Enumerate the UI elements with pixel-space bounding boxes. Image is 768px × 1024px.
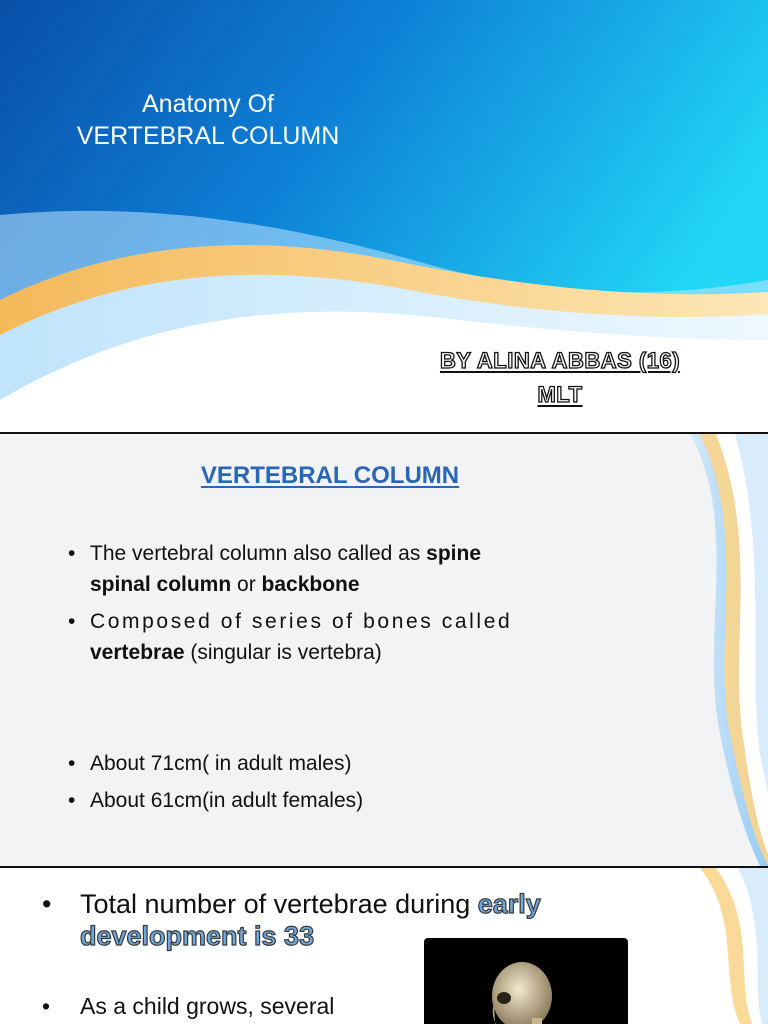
skull-spine-image: [424, 938, 628, 1024]
bullet-female-length: • About 61cm(in adult females): [68, 785, 608, 816]
bullet-dot-icon: •: [68, 789, 76, 812]
title-line-2: VERTEBRAL COLUMN: [76, 122, 340, 150]
slide-heading: VERTEBRAL COLUMN: [200, 462, 460, 489]
bullet-dot-icon: •: [68, 542, 76, 565]
definition-list: [68, 538, 608, 674]
bullet-vertebrae-definition: • Composed of series of bones called vertebrae (singular is vertebra): [68, 606, 608, 668]
bullet-dot-icon: •: [68, 610, 76, 633]
title-slide: [0, 0, 768, 432]
bullet-spine-definition: • The vertebral column also called as spine spinal column or backbone: [68, 538, 608, 600]
bullet-dot-icon: •: [42, 889, 52, 919]
bullet-male-length: • About 71cm( in adult males): [68, 748, 608, 779]
content-slide-vertebral-column: [0, 434, 768, 866]
length-list: [68, 748, 608, 822]
presentation-title: [58, 88, 358, 152]
bullet-child-growth: As a child grows, several: [80, 993, 335, 1019]
author-name: BY ALINA ABBAS (16): [439, 348, 681, 373]
bullet-total-vertebrae: Total number of vertebrae during early development is 33: [80, 889, 541, 951]
skull-illustration: [424, 938, 628, 1024]
content-slide-vertebrae-count: [0, 868, 768, 1024]
title-line-1: Anatomy Of: [142, 90, 274, 118]
author-department: MLT: [537, 382, 583, 407]
bullet-dot-icon: •: [68, 752, 76, 775]
author-byline: [395, 344, 725, 412]
bullet-dot-icon: •: [42, 993, 51, 1019]
